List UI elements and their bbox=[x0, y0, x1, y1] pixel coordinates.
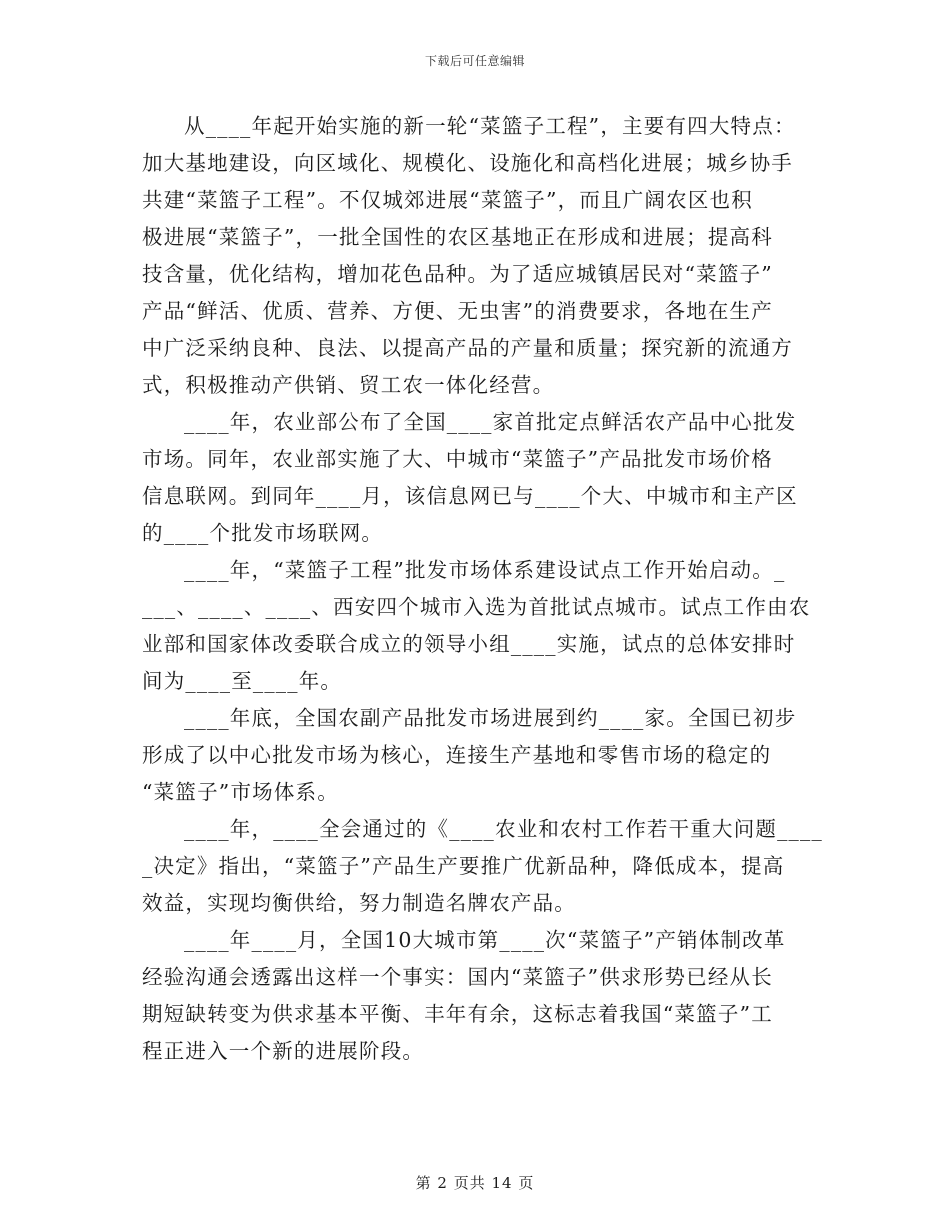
page-header: 下载后可任意编辑 bbox=[424, 54, 525, 68]
text-line: 加大基地建设，向区域化、规模化、设施化和高档化进展；城乡协手 bbox=[142, 151, 793, 175]
paragraph bbox=[142, 552, 811, 700]
text-line: 经验沟通会透露出这样一个事实：国内“菜篮子”供求形势已经从长 bbox=[142, 965, 773, 989]
text-line: _决定》指出，“菜篮子”产品生产要推广优新品种，降低成本，提高 bbox=[142, 854, 785, 878]
text-line: 从____年起开始实施的新一轮“菜篮子工程”，主要有四大特点： bbox=[184, 114, 796, 138]
paragraph bbox=[142, 404, 802, 552]
text-line: ____年____月，全国10大城市第____次“菜篮子”产销体制改革 bbox=[184, 928, 786, 952]
text-line: ____年，____全会通过的《____农业和农村工作若干重大问题____ bbox=[184, 817, 823, 841]
text-line: 市场。同年，农业部实施了大、中城市“菜篮子”产品批发市场价格 bbox=[142, 447, 773, 471]
text-line: ____年，“菜篮子工程”批发市场体系建设试点工作开始启动。_ bbox=[184, 558, 786, 582]
text-line: 极进展“菜篮子”，一批全国性的农区基地正在形成和进展；提高科 bbox=[142, 225, 773, 249]
text-line: 式，积极推动产供销、贸工农一体化经营。 bbox=[142, 373, 555, 397]
document-body bbox=[142, 108, 823, 1070]
text-line: 技含量，优化结构，增加花色品种。为了适应城镇居民对“菜篮子” bbox=[142, 262, 773, 286]
text-line: 效益，实现均衡供给，努力制造名牌农产品。 bbox=[142, 891, 576, 915]
text-line: 形成了以中心批发市场为核心，连接生产基地和零售市场的稳定的 bbox=[142, 743, 772, 767]
text-line: 中广泛采纳良种、良法、以提高产品的产量和质量；探究新的流通方 bbox=[142, 336, 793, 360]
text-line: 产品“鲜活、优质、营养、方便、无虫害”的消费要求，各地在生产 bbox=[142, 299, 773, 323]
text-line: 期短缺转变为供求基本平衡、丰年有余，这标志着我国“菜篮子”工 bbox=[142, 1002, 773, 1026]
text-line: 程正进入一个新的进展阶段。 bbox=[142, 1039, 425, 1063]
paragraph bbox=[142, 922, 802, 1070]
text-line: “菜篮子”市场体系。 bbox=[142, 780, 339, 804]
text-line: 共建“菜篮子工程”。不仅城郊进展“菜篮子”，而且广阔农区也积 bbox=[142, 188, 753, 212]
text-line: ____年底，全国农副产品批发市场进展到约____家。全国已初步 bbox=[184, 706, 797, 730]
text-line: 信息联网。到同年____月，该信息网已与____个大、中城市和主产区 bbox=[142, 484, 798, 508]
paragraph bbox=[142, 811, 823, 922]
page-footer: 第 2 页共 14 页 bbox=[415, 1174, 535, 1192]
text-line: 的____个批发市场联网。 bbox=[142, 521, 384, 545]
paragraph bbox=[142, 700, 802, 811]
text-line: 间为____至____年。 bbox=[142, 669, 343, 693]
paragraph bbox=[142, 108, 802, 404]
text-line: ____年，农业部公布了全国____家首批定点鲜活农产品中心批发 bbox=[184, 410, 797, 434]
text-line: ___、____、____、西安四个城市入选为首批试点城市。试点工作由农 bbox=[142, 595, 811, 619]
text-line: 业部和国家体改委联合成立的领导小组____实施，试点的总体安排时 bbox=[142, 632, 796, 656]
